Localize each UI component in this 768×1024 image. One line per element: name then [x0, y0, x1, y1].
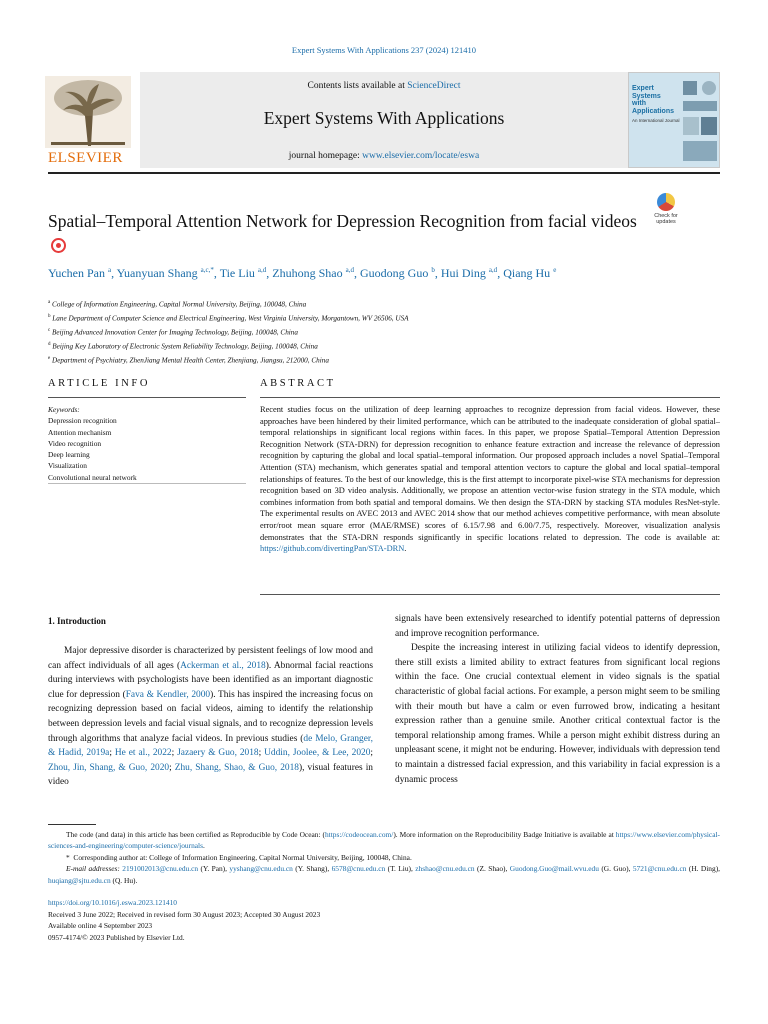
- author-affiliation-marker[interactable]: b: [431, 266, 435, 274]
- email-link[interactable]: yyshang@cnu.edu.cn: [229, 864, 293, 874]
- author-name[interactable]: Guodong Guo: [359, 266, 429, 280]
- author-name[interactable]: Qiang Hu: [503, 266, 551, 280]
- intro-right-column: [395, 612, 720, 787]
- text-segment: ;: [109, 748, 115, 759]
- article-info-divider: [48, 397, 246, 398]
- abstract-heading: ABSTRACT: [260, 378, 336, 389]
- email-owner: (Q. Hu).: [112, 875, 138, 885]
- publisher-logo-text: ELSEVIER: [48, 150, 123, 166]
- header-divider: [48, 172, 720, 174]
- corresponding-text: Corresponding author at: College of Information Engineering, Capital Normal University, Beijing, 100048, China.: [73, 852, 412, 862]
- paper-title: [48, 209, 638, 257]
- abstract-divider: [260, 397, 720, 398]
- reference-link[interactable]: Ackerman et al., 2018: [180, 660, 266, 671]
- affiliation-text: Lane Department of Computer Science and Electrical Engineering, West Virginia University, Morgantown, WV 26506, USA: [52, 314, 409, 323]
- copyright-notice: 0957-4174/© 2023 Published by Elsevier Ltd.: [48, 932, 185, 942]
- doi-link[interactable]: https://doi.org/10.1016/j.eswa.2023.121410: [48, 898, 177, 907]
- journal-cover-image[interactable]: [628, 72, 720, 168]
- intro-paragraph: Despite the increasing interest in utilizing facial videos to identify depression, there still exists a limited ability to extract features from significant local regions within the face. One crucial contextual element in video signals is the spatial characteristic of global facial actions. For example, a person might seem to be smiling with their mouth but have a calm or even furrowed brow, indicating a hesitant expression rather than a genuine smile. Another critical contextual factor is the temporal relationship among frames. While a person might exhibit distress during an unpleasant scene, it might not be enduring. However, individuals with depression tend to maintain a distressed facial expression, and this variability in facial expression is a dynamic process: [395, 643, 720, 785]
- affiliation-item: [48, 311, 708, 325]
- author-name[interactable]: Hui Ding: [440, 266, 486, 280]
- keywords-bottom-divider: [48, 483, 246, 484]
- text-segment: ). Abnormal facial reactions during interviews with psychologists have been identified as an important diagnostic clue for depression (: [48, 660, 373, 700]
- received-dates: Received 3 June 2022; Received in revised form 30 August 2023; Accepted 30 August 2023: [48, 909, 321, 919]
- affiliation-text: Beijing Advanced Innovation Center for Imaging Technology, Beijing, 100048, China: [52, 328, 298, 337]
- article-info-heading: ARTICLE INFO: [48, 378, 151, 389]
- affiliation-marker: a: [48, 300, 51, 305]
- keyword-item: Video recognition: [48, 438, 102, 448]
- text-segment: Major depressive disorder is characterized by persistent feelings of low mood and can affect individuals of all ages (: [48, 646, 373, 671]
- crossmark-icon[interactable]: [51, 238, 66, 253]
- intro-paragraph: [48, 644, 373, 790]
- email-link[interactable]: 6578@cnu.edu.cn: [331, 864, 386, 874]
- introduction-heading: 1. Introduction: [48, 616, 106, 626]
- author-affiliation-marker[interactable]: a,c,*: [200, 266, 214, 274]
- affiliation-item: [48, 297, 708, 311]
- reference-link[interactable]: de Melo, Granger, & Hadid, 2019a: [48, 733, 373, 759]
- homepage-link[interactable]: www.elsevier.com/locate/eswa: [362, 151, 480, 161]
- check-updates-label: Check for updates: [654, 213, 678, 225]
- author-affiliation-marker[interactable]: a,d: [488, 266, 498, 274]
- keywords-list: [48, 415, 246, 483]
- footnotes: [48, 829, 720, 886]
- reference-link[interactable]: Fava & Kendler, 2000: [125, 689, 211, 700]
- available-online: Available online 4 September 2023: [48, 921, 153, 930]
- email-link[interactable]: 2191002013@cnu.edu.cn: [122, 864, 199, 874]
- publication-info: [48, 897, 720, 943]
- text-segment: ). More information on the Reproducibility Badge Initiative is available at: [393, 830, 616, 839]
- affiliation-text: Beijing Key Laboratory of Electronic System Reliability Technology, Beijing, 100048, China: [52, 342, 318, 351]
- reference-link[interactable]: He et al., 2022: [114, 748, 172, 759]
- abstract-bottom-divider: [260, 594, 720, 595]
- affiliation-text: Department of Psychiatry, ZhenJiang Mental Health Center, Zhenjiang, Jiangsu, 212000, China: [52, 356, 329, 365]
- check-updates-icon: [657, 193, 675, 211]
- intro-paragraph-continued: signals have been extensively researched to identify potential patterns of depression and improve recognition performance.: [395, 614, 720, 639]
- affiliation-marker: d: [48, 341, 51, 347]
- cover-artwork-icon: [681, 77, 719, 165]
- text-segment: The code (and data) in this article has been certified as Reproducible by Code Ocean: (: [66, 830, 325, 839]
- affiliation-text: College of Information Engineering, Capital Normal University, Beijing, 100048, China: [52, 300, 307, 309]
- abstract-text: Recent studies focus on the utilization of deep learning approaches to recognize depression from facial videos. However, these approaches have been hindered by their limited performance, which can be attributed to the inadequate consideration of global spatial–temporal relationships in significant local regions within faces. In this paper, we propose Spatial–Temporal Attention Depression Recognition Network (STA-DRN) for depression recognition to enhance feature extraction and increase the relevance of depression recognition by capturing the global and local spatial–temporal information. Our proposed approach includes a novel Spatial–Temporal Attention (STA) mechanism, which generates spatial and temporal attention vectors to capture the global and local spatial–temporal relationships of features. To the best of our knowledge, this is the first attempt to incorporate pixel-wise STA mechanisms for depression recognition based on 3D video analysis. Additionally, we propose an attention vector-wise fusion strategy in the STA module, which combines information from both spatial and temporal domains. We then design the STA-DRN by stacking STA modules ResNet-style. The experimental results on AVEC 2013 and AVEC 2014 show that our method achieves competitive performance, with mean absolute error/root mean square error (MAE/RMSE) scores of 6.15/7.98 and 6.00/7.75, respectively. Moreover, visualization analysis demonstrates that the STA-DRN responds significantly in specific locations related to depression. The code is available at:: [260, 405, 720, 542]
- corresponding-author-footnote: [48, 852, 720, 863]
- author-name[interactable]: Zhuhong Shao: [272, 266, 343, 280]
- abstract-end: .: [404, 544, 407, 554]
- author-list: Yuchen Pan $^a$, Yuanyuan Shang $^{a,c,*}$, Tie Liu $^{a,d}$, Zhuhong Shao $^{a,d}$, Guodong Guo $^b$, Hui Ding $^{a,d}$, Qiang Hu $^e$: [48, 266, 557, 280]
- email-addresses-footnote: [48, 863, 720, 886]
- text-segment: ;: [370, 748, 374, 759]
- email-link[interactable]: 5721@cnu.edu.cn: [632, 864, 687, 874]
- contents-lists-line: [140, 81, 628, 91]
- contents-prefix: Contents lists available at: [307, 81, 405, 91]
- code-repository-link[interactable]: https://github.com/divertingPan/STA-DRN: [260, 544, 405, 554]
- homepage-prefix: journal homepage:: [288, 151, 360, 161]
- email-link[interactable]: huqiang@sjtu.edu.cn: [48, 875, 111, 885]
- author-affiliation-marker[interactable]: e: [553, 266, 557, 274]
- keywords-block: [48, 404, 246, 483]
- cover-title: Expert Systems with Applications: [632, 85, 675, 115]
- email-owner: (Y. Pan),: [200, 864, 230, 874]
- text-segment: ;: [171, 748, 178, 759]
- keyword-item: Depression recognition: [48, 416, 117, 426]
- reference-link[interactable]: Zhu, Shang, Shao, & Guo, 2018: [174, 762, 299, 773]
- text-segment: ;: [169, 762, 175, 773]
- affiliation-item: [48, 325, 708, 339]
- text-segment: ), visual features in video: [48, 762, 373, 788]
- author-affiliation-marker[interactable]: a: [108, 266, 112, 274]
- author-name[interactable]: Tie Liu: [219, 266, 255, 280]
- keywords-label: Keywords:: [48, 405, 80, 414]
- email-owner: (T. Liu),: [387, 864, 416, 874]
- author-affiliation-marker[interactable]: a,d: [257, 266, 267, 274]
- journal-homepage-line: [140, 151, 628, 161]
- abstract-body: [260, 404, 720, 555]
- journal-title[interactable]: Expert Systems With Applications: [263, 108, 505, 128]
- reference-link[interactable]: https://www.elsevier.com/physical-sciences-and-engineering/computer-science/journals: [48, 830, 720, 851]
- email-link[interactable]: Guodong.Guo@mail.wvu.edu: [509, 864, 599, 874]
- affiliation-item: [48, 353, 708, 367]
- affiliation-marker: b: [48, 313, 51, 319]
- asterisk-marker: *: [66, 852, 70, 862]
- email-owner: (H. Ding),: [688, 864, 721, 874]
- footnote-divider: [48, 824, 96, 825]
- email-label: E-mail addresses:: [66, 864, 120, 874]
- keyword-item: Deep learning: [48, 450, 90, 460]
- email-owner: (Z. Shao),: [477, 864, 510, 874]
- keyword-item: Convolutional neural network: [48, 472, 137, 482]
- keyword-item: Visualization: [48, 461, 87, 471]
- reference-link[interactable]: https://codeocean.com/: [324, 830, 394, 839]
- intro-left-column: [48, 644, 373, 790]
- text-segment: .: [203, 841, 205, 851]
- journal-reference[interactable]: Expert Systems With Applications 237 (2024) 121410: [291, 45, 477, 55]
- reference-link[interactable]: Zhou, Jin, Shang, & Guo, 2020: [48, 762, 170, 773]
- keyword-item: Attention mechanism: [48, 427, 112, 437]
- author-name[interactable]: Yuanyuan Shang: [116, 266, 198, 280]
- code-ocean-footnote: [48, 829, 720, 852]
- reference-link[interactable]: Jazaery & Guo, 2018: [177, 748, 259, 759]
- email-owner: (Y. Shang),: [295, 864, 332, 874]
- affiliation-list: [48, 297, 708, 367]
- paper-title-text: Spatial–Temporal Attention Network for Depression Recognition from facial videos: [48, 211, 637, 231]
- affiliation-item: [48, 339, 708, 353]
- text-segment: ;: [258, 748, 265, 759]
- affiliation-marker: c: [48, 327, 51, 333]
- reference-link[interactable]: Uddin, Joolee, & Lee, 2020: [264, 748, 371, 759]
- cover-subtitle: An International Journal: [632, 118, 680, 123]
- author-affiliation-marker[interactable]: a,d: [345, 266, 354, 274]
- author-name[interactable]: Yuchen Pan: [48, 266, 105, 280]
- sciencedirect-link[interactable]: ScienceDirect: [407, 81, 461, 91]
- email-owner: (G. Guo),: [601, 864, 633, 874]
- email-link[interactable]: zhshao@cnu.edu.cn: [415, 864, 475, 874]
- text-segment: ). This has inspired the increasing focus on recognizing depression based on facial videos, aiming to identify the relationship between depression levels and facial visual signals, and to recognize depression levels through algorithms that analyze facial videos. In previous studies (: [48, 689, 373, 744]
- check-for-updates-badge[interactable]: [649, 193, 683, 225]
- affiliation-marker: e: [48, 355, 51, 361]
